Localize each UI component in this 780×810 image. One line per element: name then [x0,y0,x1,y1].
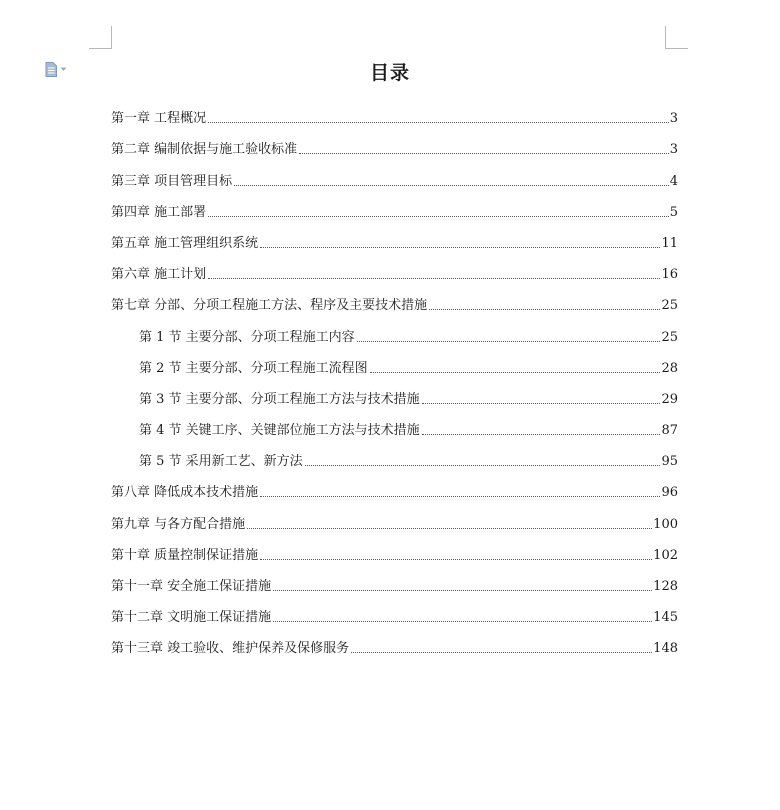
toc-entry-chapter-6[interactable] [111,252,678,283]
toc-leader-dots [299,153,669,154]
toc-title: 目录 [369,62,410,84]
table-of-contents [111,96,678,657]
toc-entry-chapter-1[interactable] [111,96,678,127]
toc-leader-dots [351,652,652,653]
toc-entry-chapter-3[interactable] [111,158,678,189]
toc-entry-chapter-11[interactable] [111,564,678,595]
toc-leader-dots [422,434,661,435]
toc-entry-chapter-13[interactable] [111,626,678,657]
toc-entry-label: 第十章 质量控制保证措施 [111,547,259,563]
toc-entry-label: 第六章 施工计划 [111,267,207,283]
toc-entry-chapter-7[interactable] [111,283,678,314]
toc-entry-page: 29 [661,391,678,407]
toc-entry-page: 28 [661,360,678,376]
toc-entry-section-7-4[interactable] [111,408,678,439]
toc-entry-chapter-8[interactable] [111,470,678,501]
toc-leader-dots [429,309,660,310]
toc-entry-label: 第九章 与各方配合措施 [111,516,246,532]
toc-leader-dots [208,216,669,217]
toc-entry-label: 第 3 节 主要分部、分项工程施工方法与技术措施 [139,391,420,407]
toc-leader-dots [234,185,669,186]
toc-entry-page: 96 [661,485,678,501]
toc-entry-page: 4 [669,173,678,189]
toc-entry-page: 11 [661,235,678,251]
page-corner-mark-top-left [89,26,112,49]
toc-entry-page: 16 [661,267,678,283]
toc-leader-dots [370,372,661,373]
toc-entry-page: 25 [661,298,678,314]
toc-entry-page: 25 [661,329,678,345]
toc-leader-dots [208,278,660,279]
toc-entry-chapter-5[interactable] [111,221,678,252]
toc-entry-label: 第 2 节 主要分部、分项工程施工流程图 [139,360,368,376]
toc-entry-page: 5 [669,204,678,220]
toc-leader-dots [273,621,652,622]
toc-leader-dots [305,465,661,466]
toc-entry-page: 128 [653,579,678,594]
toc-leader-dots [208,122,669,123]
toc-leader-dots [357,341,661,342]
toc-entry-page: 95 [661,454,678,470]
toc-entry-chapter-2[interactable] [111,127,678,158]
toc-entry-label: 第三章 项目管理目标 [111,173,233,189]
toc-entry-label: 第 5 节 采用新工艺、新方法 [139,454,303,470]
toc-entry-page: 3 [669,142,678,158]
toc-entry-label: 第 1 节 主要分部、分项工程施工内容 [139,329,355,345]
toc-entry-page: 3 [669,111,678,127]
toc-entry-label: 第十三章 竣工验收、维护保养及保修服务 [111,641,350,657]
toc-entry-chapter-9[interactable] [111,501,678,532]
toc-entry-page: 145 [653,610,678,626]
toc-leader-dots [260,559,652,560]
toc-entry-label: 第十一章 安全施工保证措施 [111,579,272,594]
toc-entry-label: 第五章 施工管理组织系统 [111,235,259,251]
toc-entry-label: 第 4 节 关键工序、关键部位施工方法与技术措施 [139,423,420,439]
toc-entry-label: 第一章 工程概况 [111,111,207,127]
toc-entry-label: 第二章 编制依据与施工验收标准 [111,142,298,158]
toc-entry-section-7-2[interactable] [111,346,678,377]
toc-entry-page: 148 [653,641,678,657]
toc-entry-section-7-1[interactable] [111,314,678,345]
page-corner-mark-top-right [665,26,688,49]
toc-entry-section-7-5[interactable] [111,439,678,470]
toc-entry-section-7-3[interactable] [111,377,678,408]
toc-leader-dots [260,247,660,248]
toc-entry-label: 第四章 施工部署 [111,204,207,220]
toc-entry-page: 87 [661,423,678,439]
toc-entry-chapter-4[interactable] [111,190,678,221]
toc-entry-chapter-12[interactable] [111,595,678,626]
toc-leader-dots [247,528,652,529]
toc-leader-dots [422,403,661,404]
toc-entry-label: 第十二章 文明施工保证措施 [111,610,272,626]
toc-entry-page: 102 [653,547,678,563]
toc-entry-chapter-10[interactable] [111,533,678,564]
toc-entry-page: 100 [653,516,678,532]
toc-entry-label: 第八章 降低成本技术措施 [111,485,259,501]
toc-leader-dots [260,496,660,497]
toc-entry-label: 第七章 分部、分项工程施工方法、程序及主要技术措施 [111,298,428,314]
toc-leader-dots [273,590,652,591]
